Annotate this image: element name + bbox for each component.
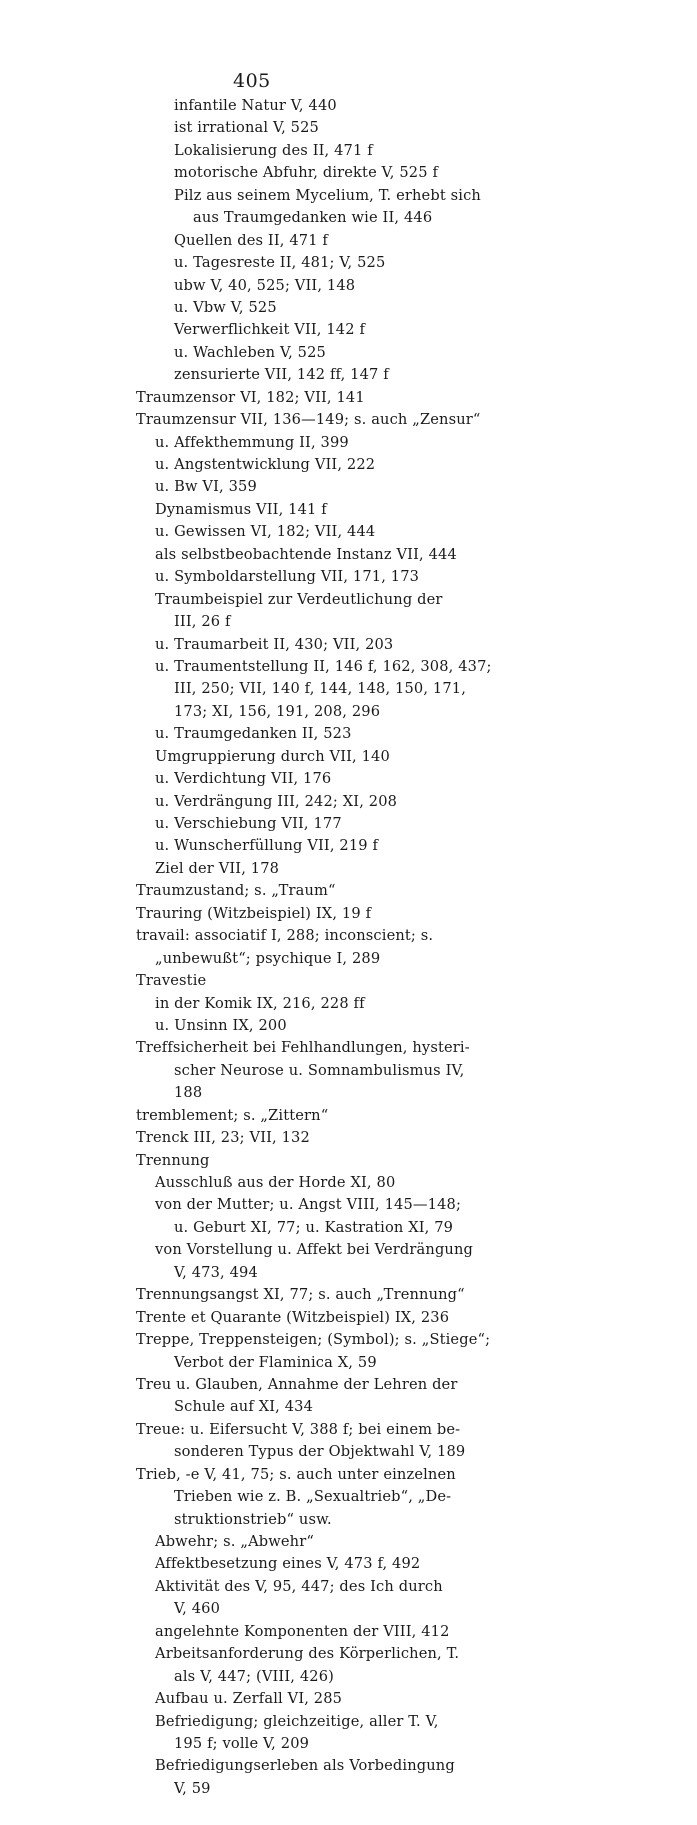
index-line: struktionstrieb“ usw. (174, 1510, 332, 1528)
page-number: 405 (233, 70, 271, 92)
index-line: Treppe, Treppensteigen; (Symbol); s. „Stiege“; (136, 1331, 491, 1349)
index-line: Arbeitsanforderung des Körperlichen, T. (155, 1645, 460, 1663)
index-line: Befriedigungserleben als Vorbedingung (155, 1757, 455, 1775)
index-line: ist irrational V, 525 (174, 119, 319, 137)
index-line: zensurierte VII, 142 ff, 147 f (174, 366, 389, 384)
index-line: Affektbesetzung eines V, 473 f, 492 (155, 1555, 421, 1573)
index-line: u. Angstentwicklung VII, 222 (155, 456, 376, 473)
index-line: als selbstbeobachtende Instanz VII, 444 (155, 545, 457, 563)
index-line: Schule auf XI, 434 (174, 1398, 314, 1416)
index-line: angelehnte Komponenten der VIII, 412 (155, 1622, 450, 1640)
index-line: „unbewußt“; psychique I, 289 (155, 949, 381, 967)
index-line: Befriedigung; gleichzeitige, aller T. V, (155, 1712, 439, 1730)
index-line: Traumzensor VI, 182; VII, 141 (136, 388, 365, 406)
index-line: sonderen Typus der Objektwahl V, 189 (174, 1443, 466, 1461)
index-line: infantile Natur V, 440 (174, 97, 337, 114)
index-line: Trente et Quarante (Witzbeispiel) IX, 236 (136, 1308, 450, 1326)
index-line: u. Verschiebung VII, 177 (155, 815, 342, 832)
index-line: Trauring (Witzbeispiel) IX, 19 f (136, 904, 372, 922)
index-line: scher Neurose u. Somnambulismus IV, (174, 1061, 465, 1079)
index-line: Traumzustand; s. „Traum“ (136, 882, 336, 900)
index-line: von der Mutter; u. Angst VIII, 145—148; (155, 1196, 462, 1214)
index-line: Traumbeispiel zur Verdeutlichung der (155, 590, 443, 608)
index-line: u. Traumentstellung II, 146 f, 162, 308, 437; (155, 657, 492, 675)
index-line: Ausschluß aus der Horde XI, 80 (155, 1174, 396, 1191)
index-line: u. Wachleben V, 525 (174, 343, 326, 361)
index-line: u. Affekthemmung II, 399 (155, 433, 349, 451)
index-line: u. Bw VI, 359 (155, 478, 257, 496)
index-line: Trennungsangst XI, 77; s. auch „Trennung“ (136, 1286, 465, 1304)
index-line: ubw V, 40, 525; VII, 148 (174, 276, 356, 294)
index-line: Aktivität des V, 95, 447; des Ich durch (155, 1577, 443, 1595)
index-line: als V, 447; (VIII, 426) (174, 1667, 334, 1685)
index-line: V, 473, 494 (174, 1263, 258, 1281)
index-line: Treu u. Glauben, Annahme der Lehren der (136, 1375, 458, 1393)
index-line: Travestie (136, 972, 207, 990)
index-line: in der Komik IX, 216, 228 ff (155, 994, 365, 1012)
index-line: Trenck III, 23; VII, 132 (136, 1129, 310, 1147)
index-line: Lokalisierung des II, 471 f (174, 141, 373, 159)
index-line: Umgruppierung durch VII, 140 (155, 747, 390, 765)
index-line: Treue: u. Eifersucht V, 388 f; bei einem be- (136, 1420, 461, 1438)
index-entries (136, 95, 566, 1800)
index-line: Quellen des II, 471 f (174, 231, 328, 249)
index-line: Trieben wie z. B. „Sexualtrieb“, „De- (174, 1488, 452, 1506)
index-line: u. Tagesreste II, 481; V, 525 (174, 254, 386, 272)
index-line: u. Geburt XI, 77; u. Kastration XI, 79 (174, 1218, 454, 1236)
index-line: III, 26 f (174, 613, 231, 631)
index-line: u. Traumgedanken II, 523 (155, 725, 352, 743)
index-line: 173; XI, 156, 191, 208, 296 (174, 702, 381, 720)
index-line: Verwerflichkeit VII, 142 f (174, 321, 366, 339)
index-line: Trennung (136, 1151, 210, 1169)
index-line: Aufbau u. Zerfall VI, 285 (155, 1690, 343, 1708)
index-line: von Vorstellung u. Affekt bei Verdrängung (155, 1241, 474, 1259)
index-line: u. Symboldarstellung VII, 171, 173 (155, 568, 420, 586)
index-line: u. Vbw V, 525 (174, 298, 277, 316)
index-line: Ziel der VII, 178 (155, 859, 280, 877)
index-line: Abwehr; s. „Abwehr“ (155, 1533, 314, 1550)
index-line: 195 f; volle V, 209 (174, 1734, 310, 1752)
index-line: V, 59 (174, 1779, 211, 1797)
index-line: aus Traumgedanken wie II, 446 (193, 209, 433, 227)
index-line: motorische Abfuhr, direkte V, 525 f (174, 164, 439, 182)
index-line: V, 460 (174, 1600, 221, 1618)
index-line: Verbot der Flaminica X, 59 (174, 1353, 377, 1371)
index-line: travail: associatif I, 288; inconscient; s. (136, 927, 434, 945)
index-line: Dynamismus VII, 141 f (155, 500, 327, 518)
index-line: Pilz aus seinem Mycelium, T. erhebt sich (174, 186, 481, 204)
index-line: u. Traumarbeit II, 430; VII, 203 (155, 635, 394, 653)
index-line: Traumzensur VII, 136—149; s. auch „Zensur“ (136, 411, 481, 429)
index-line: u. Wunscherfüllung VII, 219 f (155, 837, 379, 855)
index-line: u. Verdichtung VII, 176 (155, 770, 332, 788)
index-line: III, 250; VII, 140 f, 144, 148, 150, 171, (174, 680, 467, 698)
index-line: 188 (174, 1084, 203, 1102)
index-line: u. Unsinn IX, 200 (155, 1016, 287, 1034)
index-line: u. Gewissen VI, 182; VII, 444 (155, 523, 376, 541)
index-line: Treffsicherheit bei Fehlhandlungen, hysteri- (136, 1039, 470, 1057)
index-line: u. Verdrängung III, 242; XI, 208 (155, 792, 398, 810)
index-line: Trieb, -e V, 41, 75; s. auch unter einzelnen (136, 1465, 456, 1483)
index-line: tremblement; s. „Zittern“ (136, 1106, 329, 1124)
